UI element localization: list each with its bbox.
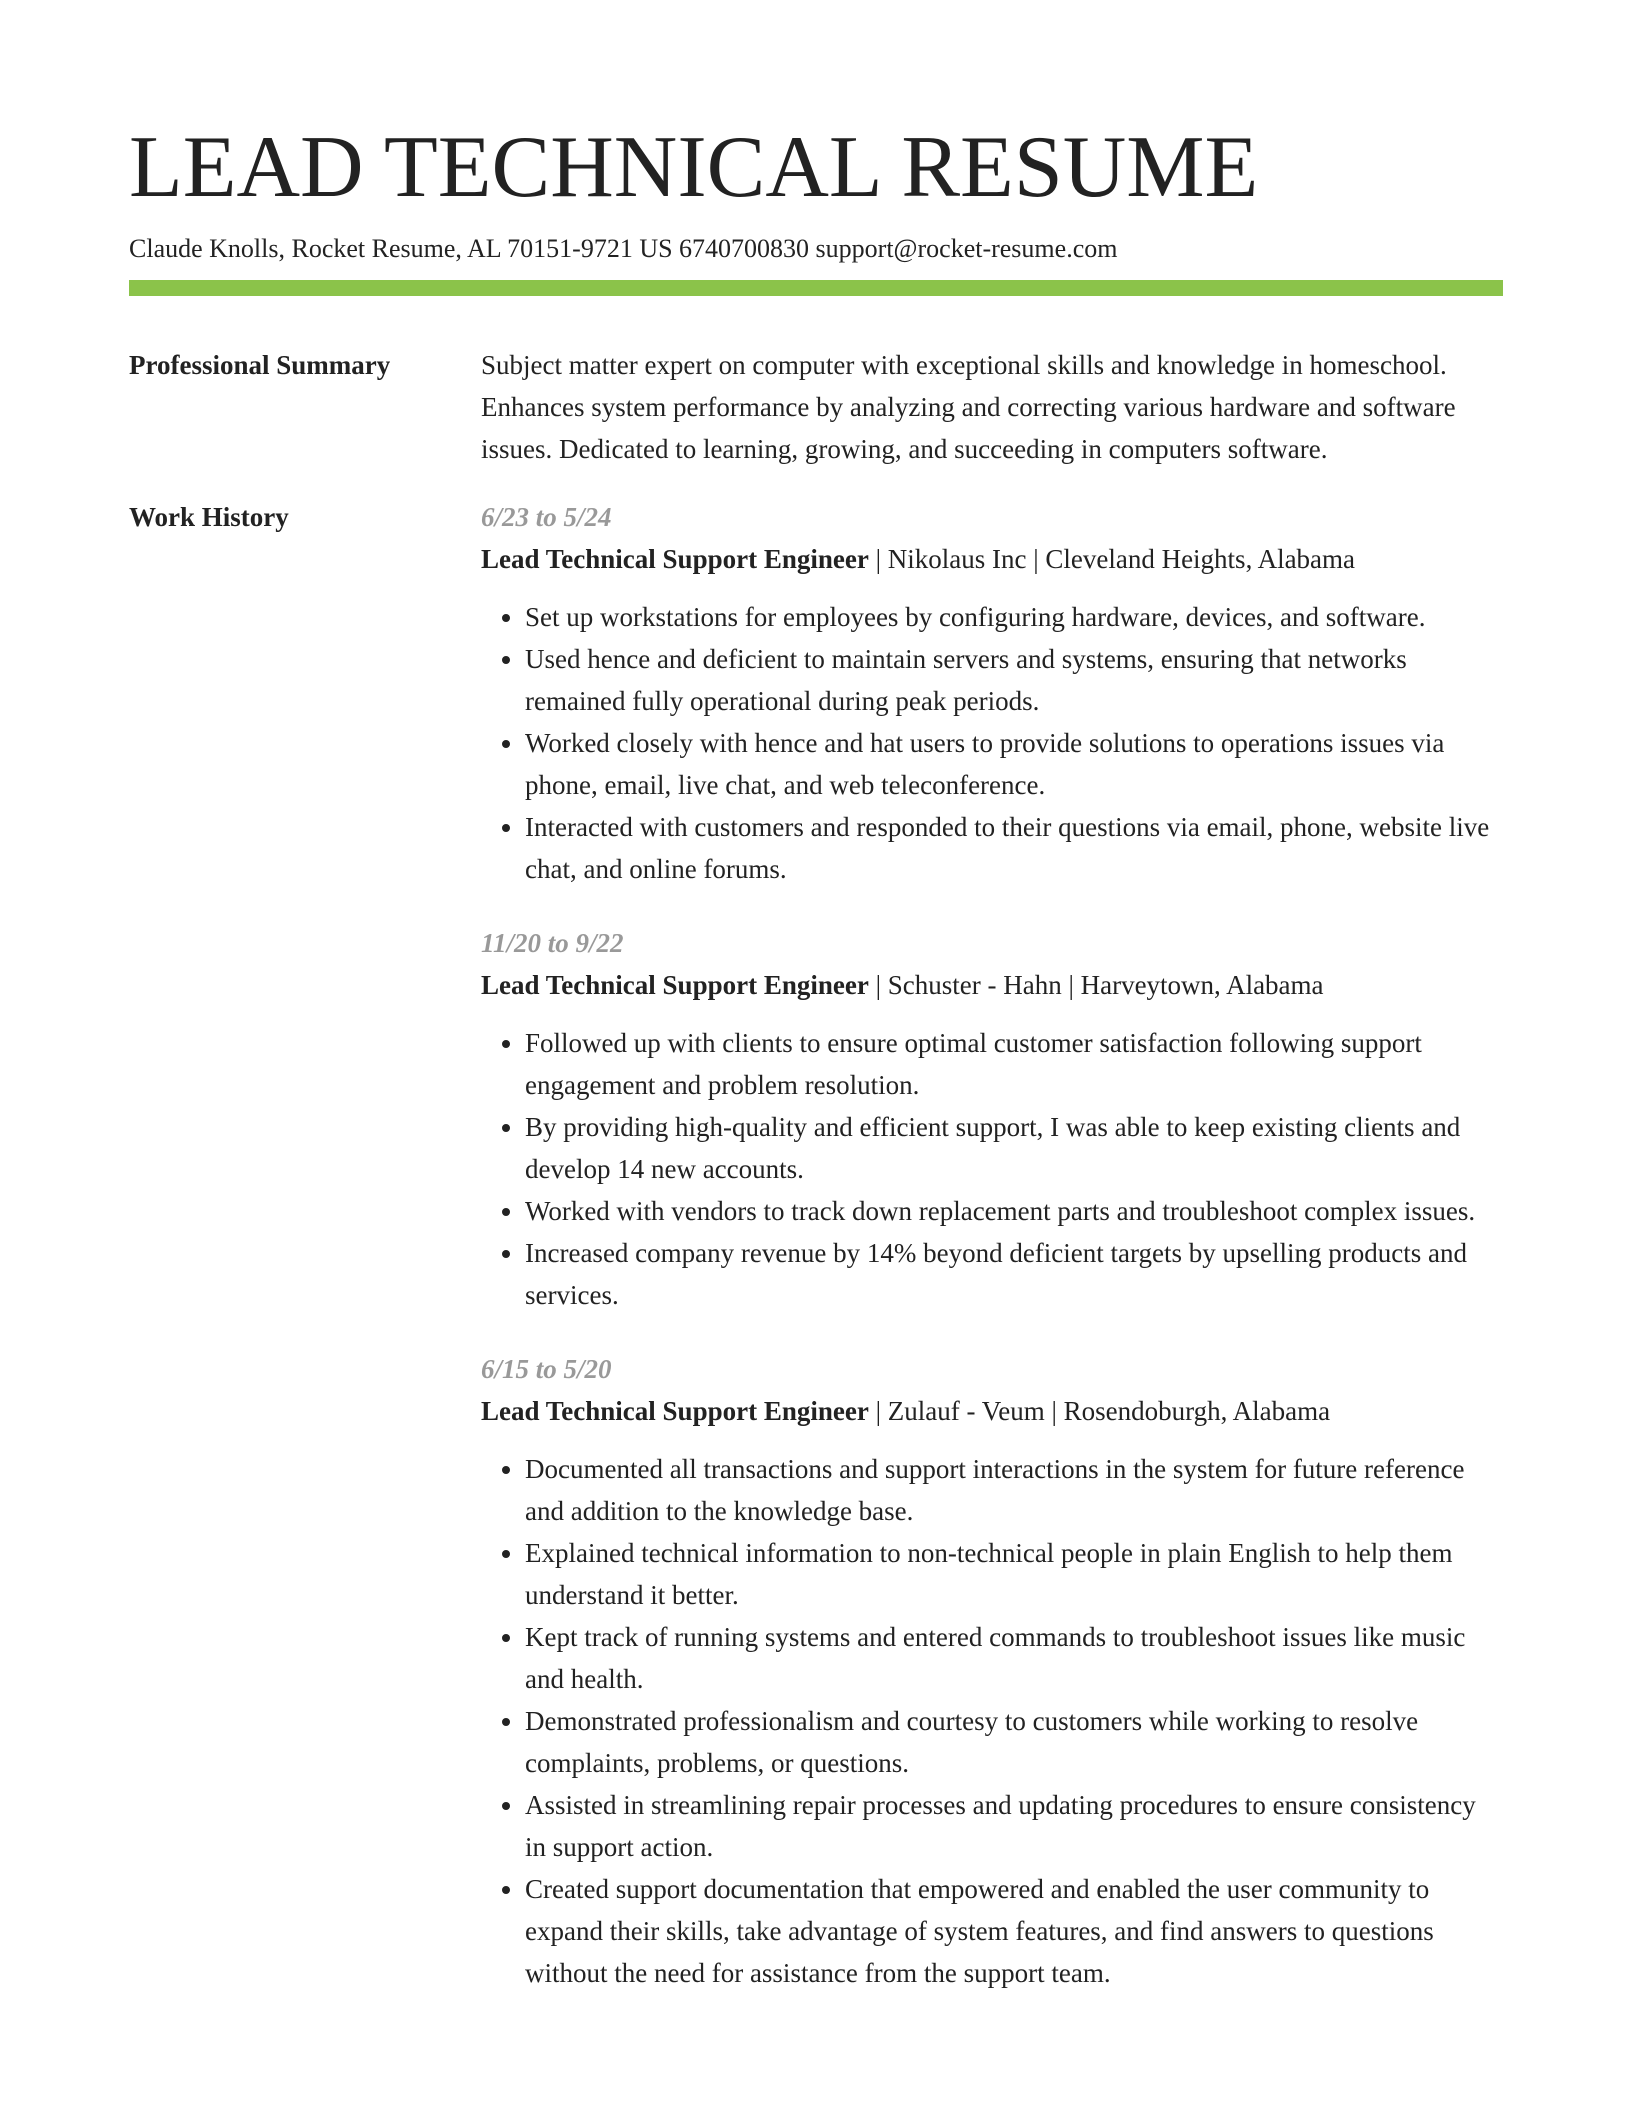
job-details: | Nikolaus Inc | Cleveland Heights, Alabama [868,544,1356,574]
job-entry [481,922,1503,1316]
resume-title: LEAD TECHNICAL RESUME [129,119,1259,216]
job-bullet: • Followed up with clients to ensure optimal customer satisfaction following support engagement and problem resolution. [525,1022,1503,1106]
job-title: Lead Technical Support Engineer [481,970,869,1000]
job-bullet: • Interacted with customers and responded to their questions via email, phone, website live chat, and online forums. [525,806,1503,890]
job-entry [481,496,1503,890]
job-bullet: • Assisted in streamlining repair processes and updating procedures to ensure consistency in support action. [525,1784,1503,1868]
section-label-professional-summary: Professional Summary [129,350,391,380]
job-dates: 11/20 to 9/22 [481,928,624,958]
professional-summary-section [129,344,1503,470]
job-details: | Zulauf - Veum | Rosendoburgh, Alabama [868,1396,1331,1426]
job-bullet: • Kept track of running systems and entered commands to troubleshoot issues like music and health. [525,1616,1503,1700]
job-bullet-list [481,596,1503,890]
job-bullet: • Created support documentation that empowered and enabled the user community to expand their skills, take advantage of system features, and find answers to questions without the need for assistance from the support team. [525,1868,1503,1994]
summary-body [481,344,1503,470]
job-bullet: • By providing high-quality and efficient support, I was able to keep existing clients and develop 14 new accounts. [525,1106,1503,1190]
job-bullet: • Used hence and deficient to maintain servers and systems, ensuring that networks remained fully operational during peak periods. [525,638,1503,722]
job-bullet: • Worked closely with hence and hat users to provide solutions to operations issues via phone, email, live chat, and web teleconference. [525,722,1503,806]
accent-divider [129,280,1503,296]
job-bullet: • Documented all transactions and support interactions in the system for future reference and addition to the knowledge base. [525,1448,1503,1532]
job-bullet: • Explained technical information to non-technical people in plain English to help them understand it better. [525,1532,1503,1616]
job-bullet-list [481,1448,1503,1994]
job-bullet: • Set up workstations for employees by configuring hardware, devices, and software. [525,596,1503,638]
contact-line: Claude Knolls, Rocket Resume, AL 70151-9721 US 6740700830 support@rocket-resume.com [129,234,1118,263]
summary-text: Subject matter expert on computer with exceptional skills and knowledge in homeschool. Enhances system performance by analyzing and correcting various hardware and software issues. Dedicated to learning, growing, and succeeding in computers software. [481,350,1456,464]
job-title-line [481,538,1503,580]
work-history-section [129,496,1503,1994]
section-label-work-history: Work History [129,502,289,532]
job-bullet-list [481,1022,1503,1316]
job-bullet: • Worked with vendors to track down replacement parts and troubleshoot complex issues. [525,1190,1503,1232]
work-history-body [481,496,1503,1994]
job-entry [481,1348,1503,1994]
job-title: Lead Technical Support Engineer [481,544,869,574]
job-title: Lead Technical Support Engineer [481,1396,869,1426]
job-bullet: • Demonstrated professionalism and courtesy to customers while working to resolve complaints, problems, or questions. [525,1700,1503,1784]
job-title-line [481,964,1503,1006]
job-dates: 6/23 to 5/24 [481,502,612,532]
job-details: | Schuster - Hahn | Harveytown, Alabama [868,970,1324,1000]
job-title-line [481,1390,1503,1432]
job-bullet: • Increased company revenue by 14% beyond deficient targets by upselling products and services. [525,1232,1503,1316]
job-dates: 6/15 to 5/20 [481,1354,612,1384]
